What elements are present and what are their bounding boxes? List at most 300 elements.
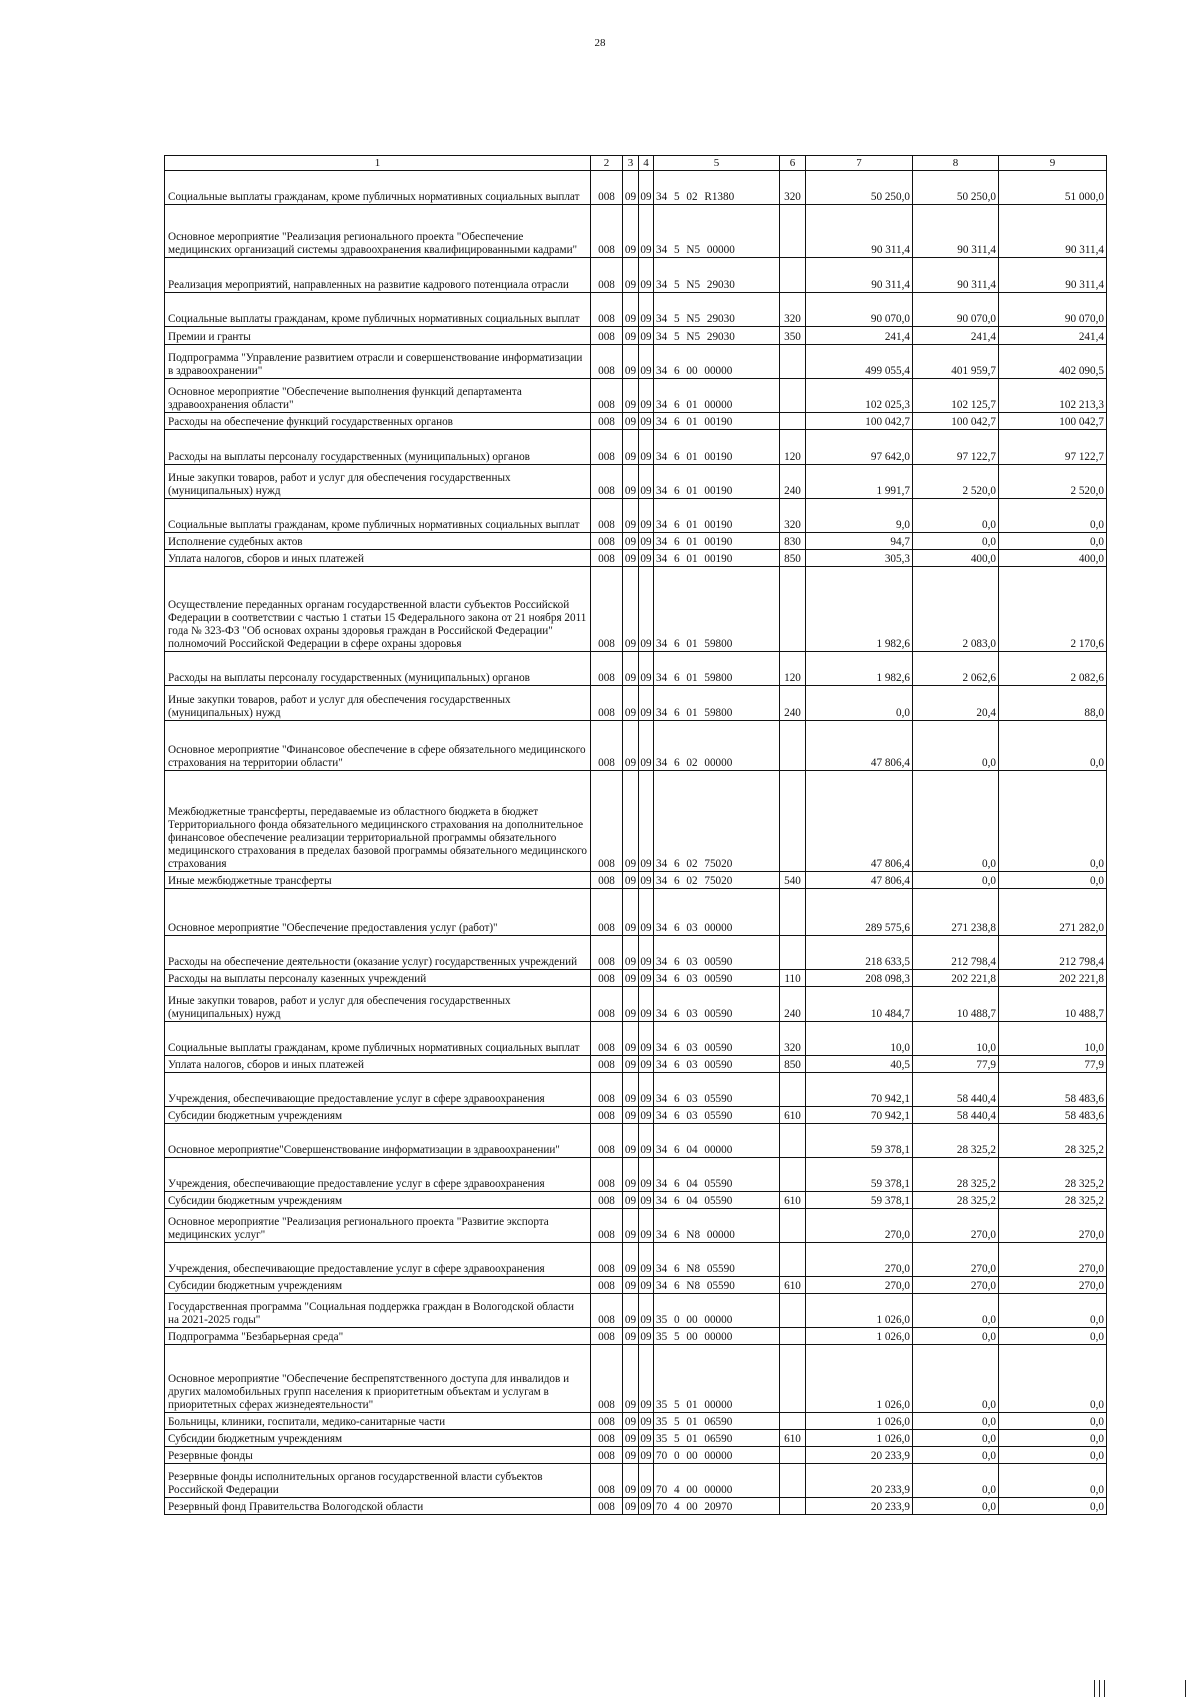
target-article-code: 35 5 01 00000 [654, 1345, 780, 1413]
target-article-code: 34 6 03 05590 [654, 1073, 780, 1107]
table-row [165, 872, 1107, 889]
row-name: Иные закупки товаров, работ и услуг для обеспечения государственных (муниципальных) нужд [165, 465, 591, 499]
subsection-code: 09 [639, 936, 654, 970]
row-name: Субсидии бюджетным учреждениям [165, 1430, 591, 1447]
table-row [165, 686, 1107, 721]
section-code: 09 [623, 533, 639, 550]
row-name: Основное мероприятие "Реализация регионального проекта "Обеспечение медицинских организаций системы здравоохранения квалифицированными кадрами" [165, 205, 591, 258]
amount-col-8: 90 311,4 [913, 205, 999, 258]
subsection-code: 09 [639, 1124, 654, 1158]
table-row [165, 1447, 1107, 1464]
row-name: Расходы на выплаты персоналу казенных учреждений [165, 970, 591, 987]
target-article-code: 34 6 02 75020 [654, 872, 780, 889]
subsection-code: 09 [639, 327, 654, 345]
table-row [165, 1345, 1107, 1413]
amount-col-7: 1 991,7 [806, 465, 913, 499]
row-name: Уплата налогов, сборов и иных платежей [165, 1056, 591, 1073]
table-row [165, 970, 1107, 987]
table-row [165, 345, 1107, 379]
target-article-code: 34 6 N8 00000 [654, 1209, 780, 1243]
amount-col-7: 20 233,9 [806, 1498, 913, 1515]
amount-col-9: 0,0 [999, 1294, 1107, 1328]
grbs-code: 008 [591, 1447, 623, 1464]
target-article-code: 34 6 04 05590 [654, 1158, 780, 1192]
grbs-code: 008 [591, 171, 623, 205]
section-code: 09 [623, 499, 639, 533]
target-article-code: 34 5 N5 29030 [654, 327, 780, 345]
row-name: Государственная программа "Социальная поддержка граждан в Вологодской области на 2021-2025 годы" [165, 1294, 591, 1328]
amount-col-7: 305,3 [806, 550, 913, 567]
amount-col-8: 10,0 [913, 1022, 999, 1056]
amount-col-8: 58 440,4 [913, 1073, 999, 1107]
amount-col-7: 20 233,9 [806, 1464, 913, 1498]
target-article-code: 34 6 03 00590 [654, 987, 780, 1022]
amount-col-9: 28 325,2 [999, 1124, 1107, 1158]
target-article-code: 34 6 01 00190 [654, 430, 780, 465]
target-article-code: 34 6 01 59800 [654, 567, 780, 652]
row-name: Исполнение судебных актов [165, 533, 591, 550]
subsection-code: 09 [639, 430, 654, 465]
amount-col-8: 0,0 [913, 1294, 999, 1328]
target-article-code: 34 6 03 05590 [654, 1107, 780, 1124]
table-row [165, 258, 1107, 293]
subsection-code: 09 [639, 1073, 654, 1107]
expense-type-code [780, 345, 806, 379]
table-row [165, 1158, 1107, 1192]
section-code: 09 [623, 987, 639, 1022]
expense-type-code [780, 936, 806, 970]
expense-type-code: 320 [780, 293, 806, 327]
target-article-code: 35 5 00 00000 [654, 1328, 780, 1345]
column-header-8: 8 [913, 156, 999, 171]
header-row [165, 156, 1107, 171]
section-code: 09 [623, 430, 639, 465]
row-name: Основное мероприятие "Финансовое обеспечение в сфере обязательного медицинского страхования на территории области" [165, 721, 591, 771]
page-number: 28 [594, 37, 606, 49]
amount-col-8: 0,0 [913, 1430, 999, 1447]
grbs-code: 008 [591, 686, 623, 721]
expense-type-code: 610 [780, 1430, 806, 1447]
target-article-code: 34 6 03 00590 [654, 1056, 780, 1073]
amount-col-8: 58 440,4 [913, 1107, 999, 1124]
row-name: Социальные выплаты гражданам, кроме публичных нормативных социальных выплат [165, 293, 591, 327]
amount-col-8: 28 325,2 [913, 1124, 999, 1158]
amount-col-7: 70 942,1 [806, 1107, 913, 1124]
amount-col-9: 58 483,6 [999, 1107, 1107, 1124]
amount-col-8: 0,0 [913, 1464, 999, 1498]
amount-col-8: 401 959,7 [913, 345, 999, 379]
amount-col-8: 90 311,4 [913, 258, 999, 293]
amount-col-9: 0,0 [999, 1430, 1107, 1447]
section-code: 09 [623, 345, 639, 379]
amount-col-7: 1 026,0 [806, 1345, 913, 1413]
amount-col-8: 2 062,6 [913, 652, 999, 686]
amount-col-9: 2 520,0 [999, 465, 1107, 499]
expense-type-code: 120 [780, 430, 806, 465]
target-article-code: 34 6 03 00000 [654, 889, 780, 936]
expense-type-code: 110 [780, 970, 806, 987]
row-name: Учреждения, обеспечивающие предоставление услуг в сфере здравоохранения [165, 1243, 591, 1277]
target-article-code: 70 4 00 00000 [654, 1464, 780, 1498]
amount-col-7: 59 378,1 [806, 1192, 913, 1209]
table-row [165, 205, 1107, 258]
amount-col-9: 400,0 [999, 550, 1107, 567]
table-row [165, 1430, 1107, 1447]
table-row [165, 936, 1107, 970]
amount-col-8: 0,0 [913, 1328, 999, 1345]
amount-col-8: 0,0 [913, 1447, 999, 1464]
amount-col-7: 47 806,4 [806, 721, 913, 771]
table-row [165, 430, 1107, 465]
amount-col-9: 241,4 [999, 327, 1107, 345]
table-row [165, 1294, 1107, 1328]
amount-col-8: 241,4 [913, 327, 999, 345]
amount-col-8: 50 250,0 [913, 171, 999, 205]
section-code: 09 [623, 889, 639, 936]
grbs-code: 008 [591, 1464, 623, 1498]
column-header-5: 5 [654, 156, 780, 171]
expense-type-code [780, 1294, 806, 1328]
grbs-code: 008 [591, 1243, 623, 1277]
section-code: 09 [623, 1345, 639, 1413]
subsection-code: 09 [639, 987, 654, 1022]
expense-type-code [780, 1345, 806, 1413]
row-name: Расходы на обеспечение деятельности (оказание услуг) государственных учреждений [165, 936, 591, 970]
section-code: 09 [623, 1022, 639, 1056]
amount-col-9: 88,0 [999, 686, 1107, 721]
amount-col-7: 289 575,6 [806, 889, 913, 936]
grbs-code: 008 [591, 1073, 623, 1107]
section-code: 09 [623, 327, 639, 345]
target-article-code: 34 6 01 00190 [654, 550, 780, 567]
subsection-code: 09 [639, 205, 654, 258]
amount-col-8: 28 325,2 [913, 1158, 999, 1192]
amount-col-9: 402 090,5 [999, 345, 1107, 379]
amount-col-9: 0,0 [999, 771, 1107, 872]
row-name: Субсидии бюджетным учреждениям [165, 1277, 591, 1294]
expense-type-code: 850 [780, 550, 806, 567]
amount-col-7: 270,0 [806, 1277, 913, 1294]
amount-col-9: 202 221,8 [999, 970, 1107, 987]
amount-col-8: 202 221,8 [913, 970, 999, 987]
subsection-code: 09 [639, 1430, 654, 1447]
expense-type-code: 350 [780, 327, 806, 345]
target-article-code: 34 5 02 R1380 [654, 171, 780, 205]
subsection-code: 09 [639, 1107, 654, 1124]
row-name: Основное мероприятие "Реализация регионального проекта "Развитие экспорта медицинских услуг" [165, 1209, 591, 1243]
amount-col-9: 100 042,7 [999, 413, 1107, 430]
expense-type-code: 320 [780, 1022, 806, 1056]
amount-col-9: 0,0 [999, 533, 1107, 550]
grbs-code: 008 [591, 345, 623, 379]
amount-col-7: 499 055,4 [806, 345, 913, 379]
subsection-code: 09 [639, 1277, 654, 1294]
column-header-6: 6 [780, 156, 806, 171]
row-name: Социальные выплаты гражданам, кроме публичных нормативных социальных выплат [165, 499, 591, 533]
target-article-code: 35 5 01 06590 [654, 1413, 780, 1430]
column-header-4: 4 [639, 156, 654, 171]
target-article-code: 70 4 00 20970 [654, 1498, 780, 1515]
table-row [165, 721, 1107, 771]
amount-col-7: 1 026,0 [806, 1294, 913, 1328]
grbs-code: 008 [591, 970, 623, 987]
target-article-code: 34 6 01 59800 [654, 652, 780, 686]
grbs-code: 008 [591, 652, 623, 686]
row-name: Социальные выплаты гражданам, кроме публичных нормативных социальных выплат [165, 171, 591, 205]
table-body [165, 171, 1107, 1515]
grbs-code: 008 [591, 1413, 623, 1430]
subsection-code: 09 [639, 771, 654, 872]
amount-col-9: 270,0 [999, 1277, 1107, 1294]
amount-col-8: 0,0 [913, 1413, 999, 1430]
section-code: 09 [623, 258, 639, 293]
section-code: 09 [623, 1192, 639, 1209]
section-code: 09 [623, 652, 639, 686]
section-code: 09 [623, 1056, 639, 1073]
expense-type-code [780, 889, 806, 936]
target-article-code: 34 6 N8 05590 [654, 1243, 780, 1277]
amount-col-8: 2 520,0 [913, 465, 999, 499]
amount-col-8: 0,0 [913, 533, 999, 550]
row-name: Уплата налогов, сборов и иных платежей [165, 550, 591, 567]
amount-col-7: 90 070,0 [806, 293, 913, 327]
subsection-code: 09 [639, 379, 654, 413]
expense-type-code: 610 [780, 1277, 806, 1294]
amount-col-7: 20 233,9 [806, 1447, 913, 1464]
expense-type-code: 240 [780, 465, 806, 499]
subsection-code: 09 [639, 550, 654, 567]
amount-col-8: 0,0 [913, 721, 999, 771]
amount-col-9: 0,0 [999, 1464, 1107, 1498]
amount-col-8: 270,0 [913, 1277, 999, 1294]
grbs-code: 008 [591, 550, 623, 567]
amount-col-9: 2 170,6 [999, 567, 1107, 652]
subsection-code: 09 [639, 1498, 654, 1515]
amount-col-9: 28 325,2 [999, 1158, 1107, 1192]
grbs-code: 008 [591, 430, 623, 465]
section-code: 09 [623, 686, 639, 721]
grbs-code: 008 [591, 293, 623, 327]
grbs-code: 008 [591, 379, 623, 413]
amount-col-8: 270,0 [913, 1209, 999, 1243]
grbs-code: 008 [591, 721, 623, 771]
target-article-code: 34 6 02 00000 [654, 721, 780, 771]
amount-col-8: 0,0 [913, 771, 999, 872]
expense-type-code [780, 1413, 806, 1430]
target-article-code: 34 6 01 00190 [654, 413, 780, 430]
amount-col-8: 97 122,7 [913, 430, 999, 465]
amount-col-9: 270,0 [999, 1243, 1107, 1277]
grbs-code: 008 [591, 499, 623, 533]
row-name: Основное мероприятие "Обеспечение выполнения функций департамента здравоохранения области" [165, 379, 591, 413]
amount-col-9: 0,0 [999, 499, 1107, 533]
amount-col-9: 51 000,0 [999, 171, 1107, 205]
scan-marks [1090, 1680, 1200, 1697]
amount-col-9: 90 070,0 [999, 293, 1107, 327]
subsection-code: 09 [639, 567, 654, 652]
section-code: 09 [623, 1413, 639, 1430]
amount-col-7: 70 942,1 [806, 1073, 913, 1107]
grbs-code: 008 [591, 205, 623, 258]
expense-type-code [780, 1328, 806, 1345]
amount-col-8: 10 488,7 [913, 987, 999, 1022]
amount-col-8: 2 083,0 [913, 567, 999, 652]
table-row [165, 550, 1107, 567]
grbs-code: 008 [591, 872, 623, 889]
amount-col-8: 0,0 [913, 499, 999, 533]
row-name: Иные межбюджетные трансферты [165, 872, 591, 889]
subsection-code: 09 [639, 721, 654, 771]
grbs-code: 008 [591, 1430, 623, 1447]
target-article-code: 35 5 01 06590 [654, 1430, 780, 1447]
grbs-code: 008 [591, 1294, 623, 1328]
expense-type-code: 540 [780, 872, 806, 889]
expense-type-code: 850 [780, 1056, 806, 1073]
section-code: 09 [623, 567, 639, 652]
subsection-code: 09 [639, 1022, 654, 1056]
expense-type-code [780, 1464, 806, 1498]
expense-type-code [780, 379, 806, 413]
table-row [165, 499, 1107, 533]
amount-col-7: 50 250,0 [806, 171, 913, 205]
grbs-code: 008 [591, 1056, 623, 1073]
amount-col-7: 1 026,0 [806, 1413, 913, 1430]
row-name: Резервные фонды [165, 1447, 591, 1464]
subsection-code: 09 [639, 889, 654, 936]
target-article-code: 34 5 N5 29030 [654, 293, 780, 327]
grbs-code: 008 [591, 1345, 623, 1413]
amount-col-7: 47 806,4 [806, 872, 913, 889]
amount-col-7: 241,4 [806, 327, 913, 345]
grbs-code: 008 [591, 1209, 623, 1243]
target-article-code: 34 6 02 75020 [654, 771, 780, 872]
amount-col-9: 0,0 [999, 1498, 1107, 1515]
row-name: Субсидии бюджетным учреждениям [165, 1192, 591, 1209]
target-article-code: 34 6 03 00590 [654, 970, 780, 987]
amount-col-8: 77,9 [913, 1056, 999, 1073]
row-name: Реализация мероприятий, направленных на развитие кадрового потенциала отрасли [165, 258, 591, 293]
section-code: 09 [623, 379, 639, 413]
amount-col-9: 58 483,6 [999, 1073, 1107, 1107]
section-code: 09 [623, 1430, 639, 1447]
amount-col-9: 10 488,7 [999, 987, 1107, 1022]
section-code: 09 [623, 771, 639, 872]
subsection-code: 09 [639, 1209, 654, 1243]
amount-col-7: 10 484,7 [806, 987, 913, 1022]
subsection-code: 09 [639, 652, 654, 686]
target-article-code: 34 6 01 00190 [654, 465, 780, 499]
amount-col-7: 1 982,6 [806, 567, 913, 652]
table-row [165, 533, 1107, 550]
subsection-code: 09 [639, 970, 654, 987]
amount-col-9: 0,0 [999, 1345, 1107, 1413]
amount-col-9: 0,0 [999, 1328, 1107, 1345]
amount-col-9: 271 282,0 [999, 889, 1107, 936]
column-header-2: 2 [591, 156, 623, 171]
section-code: 09 [623, 1243, 639, 1277]
grbs-code: 008 [591, 1124, 623, 1158]
table-row [165, 1243, 1107, 1277]
grbs-code: 008 [591, 258, 623, 293]
table-row [165, 567, 1107, 652]
amount-col-9: 0,0 [999, 872, 1107, 889]
row-name: Основное мероприятие "Обеспечение беспрепятственного доступа для инвалидов и других маломобильных групп населения к приоритетным объектам и услугам в приоритетных сферах жизнедеятельности" [165, 1345, 591, 1413]
expense-type-code [780, 721, 806, 771]
row-name: Осуществление переданных органам государственной власти субъектов Российской Федерации в соответствии с частью 1 статьи 15 Федерального закона от 21 ноября 2011 года № 323-ФЗ "Об основах охраны здоровья граждан в Российской Федерации" полномочий Российской Федерации в сфере охраны здоровья [165, 567, 591, 652]
target-article-code: 35 0 00 00000 [654, 1294, 780, 1328]
row-name: Премии и гранты [165, 327, 591, 345]
table-row [165, 465, 1107, 499]
section-code: 09 [623, 1328, 639, 1345]
amount-col-9: 0,0 [999, 1413, 1107, 1430]
amount-col-7: 270,0 [806, 1209, 913, 1243]
amount-col-7: 102 025,3 [806, 379, 913, 413]
table-row [165, 1056, 1107, 1073]
expense-type-code [780, 1158, 806, 1192]
expense-type-code: 610 [780, 1107, 806, 1124]
expense-type-code: 320 [780, 499, 806, 533]
expense-type-code [780, 1447, 806, 1464]
row-name: Учреждения, обеспечивающие предоставление услуг в сфере здравоохранения [165, 1158, 591, 1192]
amount-col-7: 97 642,0 [806, 430, 913, 465]
expense-type-code: 120 [780, 652, 806, 686]
column-header-3: 3 [623, 156, 639, 171]
table-row [165, 987, 1107, 1022]
subsection-code: 09 [639, 258, 654, 293]
grbs-code: 008 [591, 936, 623, 970]
section-code: 09 [623, 1498, 639, 1515]
amount-col-8: 100 042,7 [913, 413, 999, 430]
row-name: Расходы на выплаты персоналу государственных (муниципальных) органов [165, 652, 591, 686]
table-row [165, 1209, 1107, 1243]
amount-col-9: 10,0 [999, 1022, 1107, 1056]
row-name: Подпрограмма "Управление развитием отрасли и совершенствование информатизации в здравоохранении" [165, 345, 591, 379]
target-article-code: 34 6 01 00000 [654, 379, 780, 413]
subsection-code: 09 [639, 171, 654, 205]
section-code: 09 [623, 936, 639, 970]
expense-type-code: 240 [780, 686, 806, 721]
table-row [165, 1464, 1107, 1498]
row-name: Расходы на выплаты персоналу государственных (муниципальных) органов [165, 430, 591, 465]
section-code: 09 [623, 205, 639, 258]
amount-col-8: 0,0 [913, 1345, 999, 1413]
subsection-code: 09 [639, 533, 654, 550]
row-name: Субсидии бюджетным учреждениям [165, 1107, 591, 1124]
amount-col-7: 90 311,4 [806, 258, 913, 293]
expense-type-code [780, 1243, 806, 1277]
section-code: 09 [623, 293, 639, 327]
amount-col-9: 270,0 [999, 1209, 1107, 1243]
table-row [165, 1192, 1107, 1209]
row-name: Резервный фонд Правительства Вологодской области [165, 1498, 591, 1515]
grbs-code: 008 [591, 465, 623, 499]
target-article-code: 34 6 01 59800 [654, 686, 780, 721]
target-article-code: 34 6 01 00190 [654, 499, 780, 533]
grbs-code: 008 [591, 771, 623, 872]
section-code: 09 [623, 1209, 639, 1243]
grbs-code: 008 [591, 889, 623, 936]
table-row [165, 1328, 1107, 1345]
amount-col-7: 218 633,5 [806, 936, 913, 970]
amount-col-8: 102 125,7 [913, 379, 999, 413]
amount-col-7: 94,7 [806, 533, 913, 550]
amount-col-7: 40,5 [806, 1056, 913, 1073]
subsection-code: 09 [639, 499, 654, 533]
amount-col-8: 90 070,0 [913, 293, 999, 327]
amount-col-9: 90 311,4 [999, 205, 1107, 258]
grbs-code: 008 [591, 533, 623, 550]
amount-col-7: 270,0 [806, 1243, 913, 1277]
